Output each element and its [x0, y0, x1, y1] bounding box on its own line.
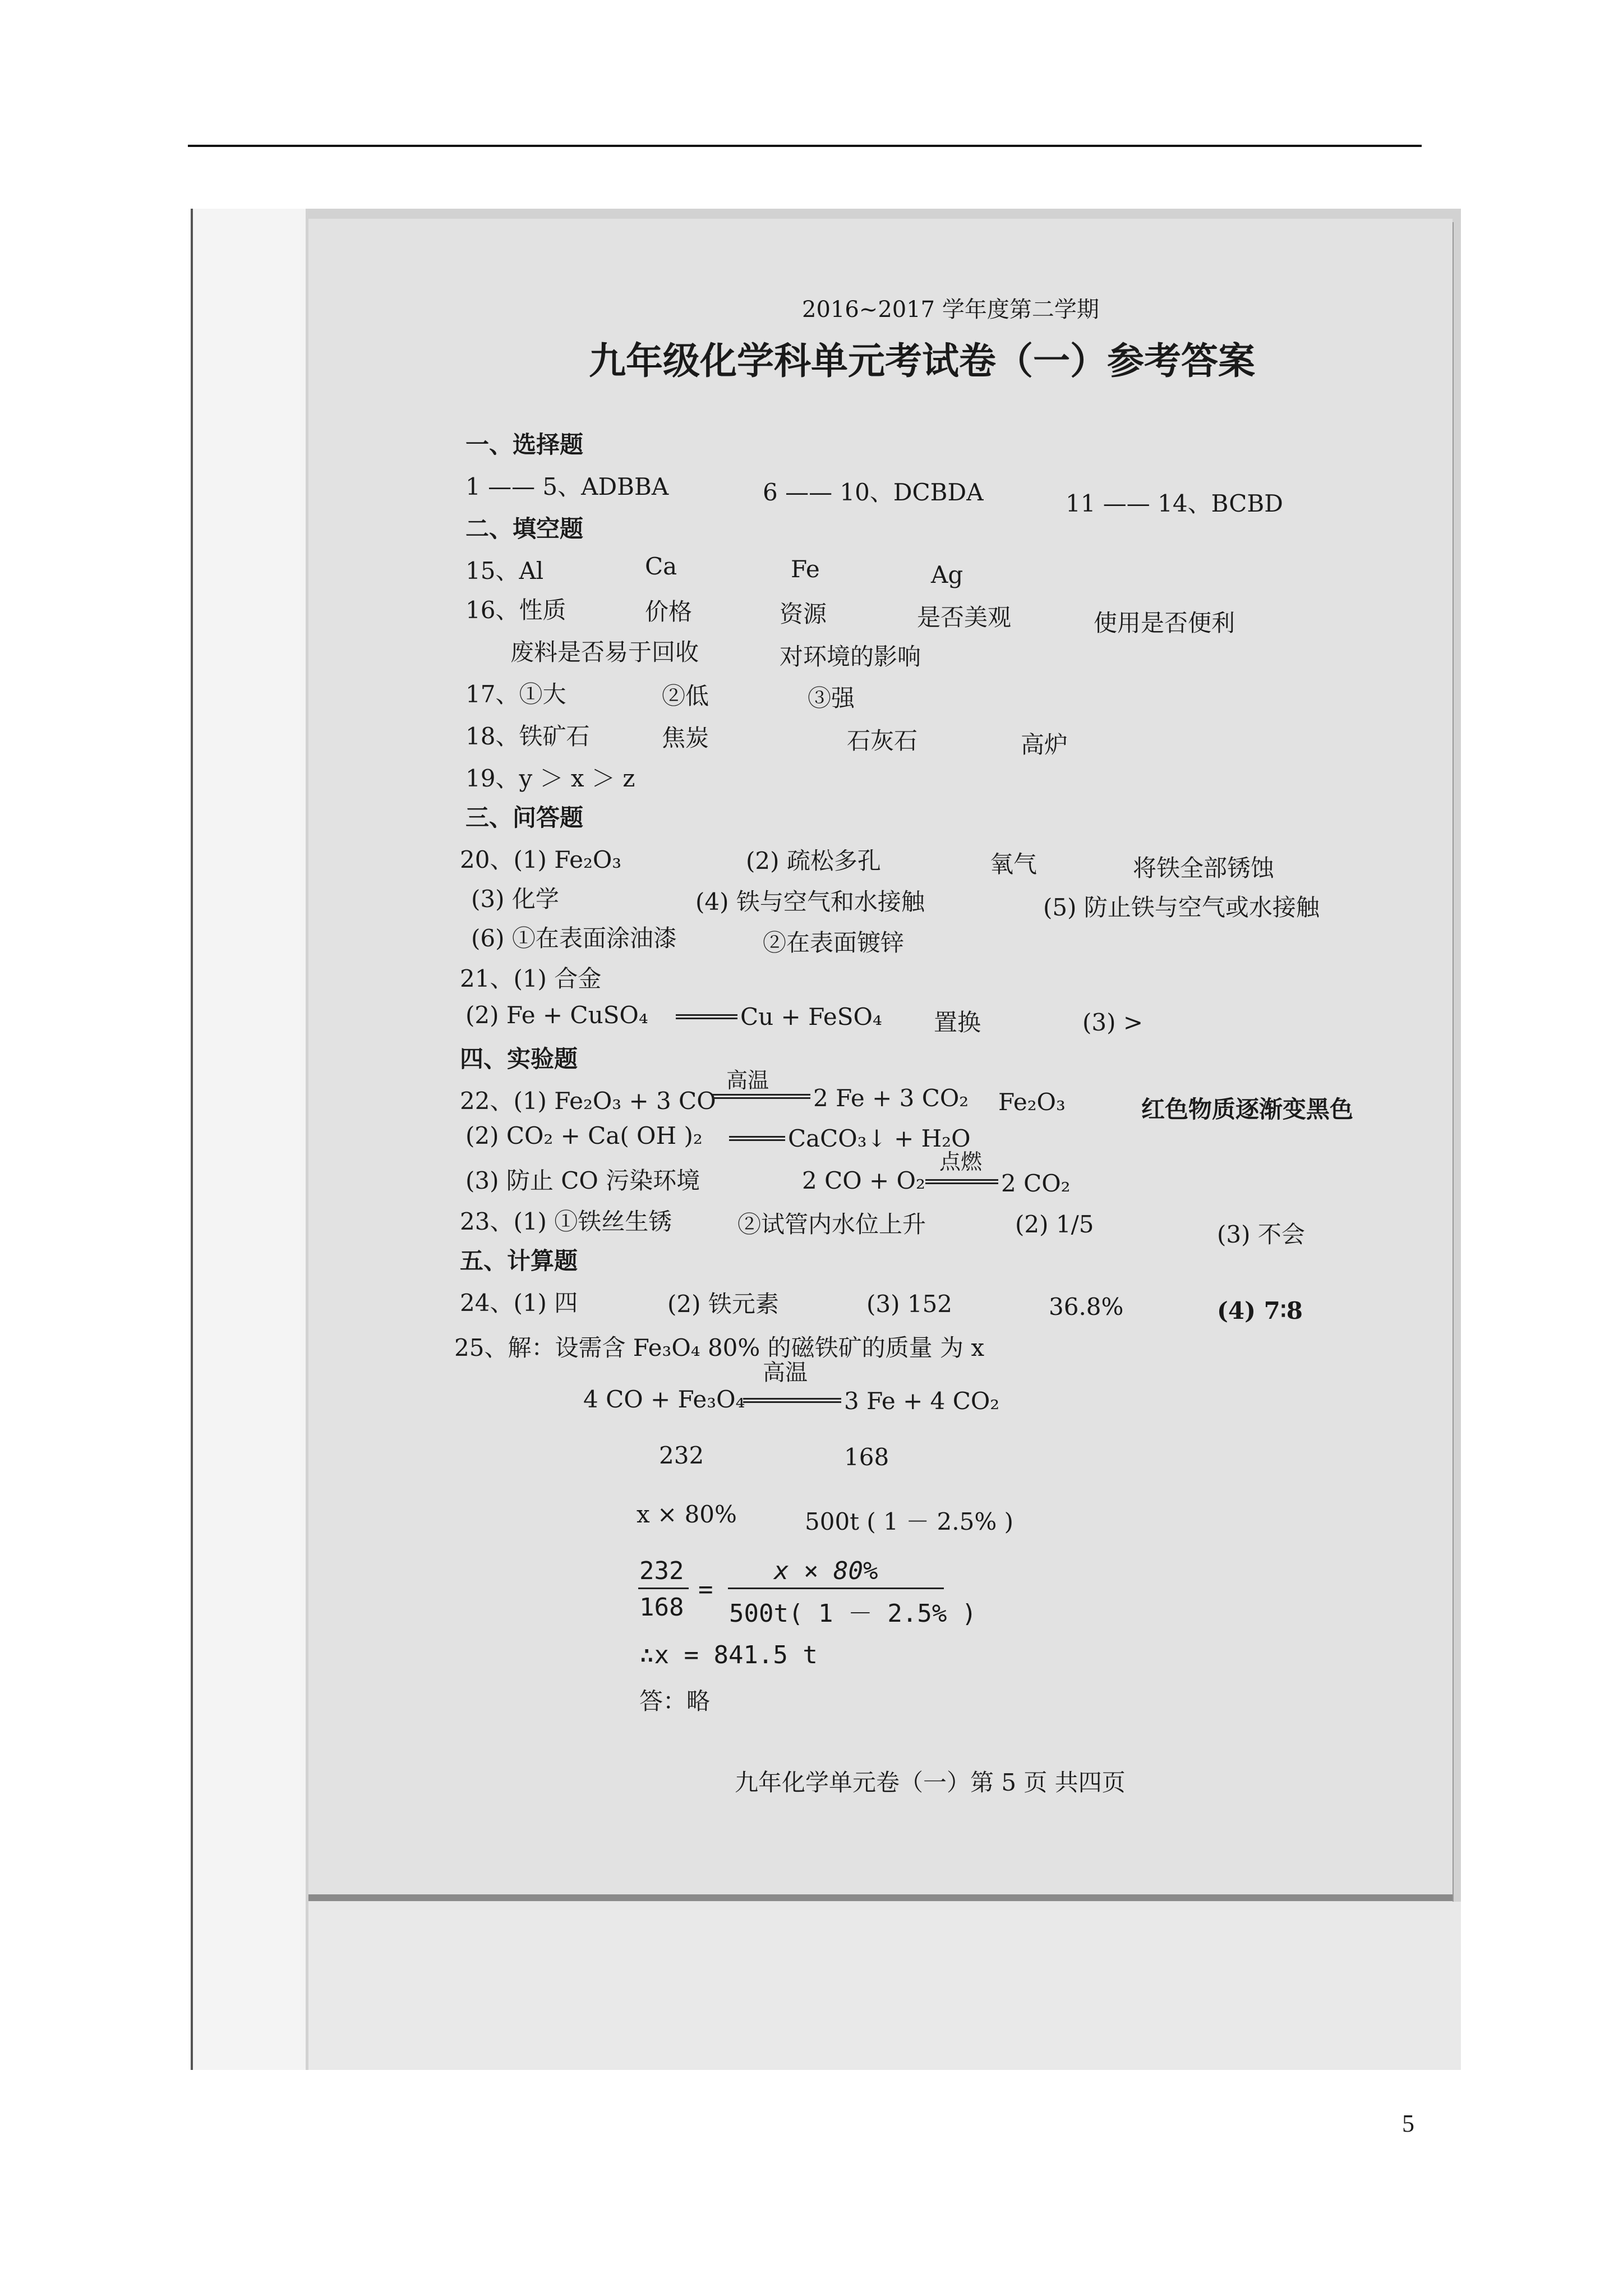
equation-text: 4 CO + Fe₃O₄	[583, 1386, 745, 1413]
ratio-numerator: x × 80%	[774, 1557, 878, 1585]
equals-sign: =	[698, 1575, 713, 1604]
molar-mass: 232	[659, 1442, 704, 1469]
answer-text: Ag	[931, 561, 963, 588]
answer-text: ③强	[808, 684, 855, 712]
scanned-photo	[191, 209, 1461, 2070]
answer-text: 红色物质逐渐变黑色	[1141, 1096, 1354, 1123]
ratio-denominator: 500t( 1 － 2.5% )	[729, 1599, 977, 1628]
answer-text: 石灰石	[847, 727, 918, 754]
answer-text: 对环境的影响	[780, 643, 921, 670]
answer-text: (2) Fe + CuSO₄	[465, 1001, 648, 1029]
answer-text: 置换	[934, 1009, 981, 1036]
answer-text: 价格	[645, 598, 693, 625]
reaction-condition: 高温	[763, 1360, 808, 1386]
answer-text: 焦炭	[662, 724, 709, 752]
answer-text: (3) 防止 CO 污染环境	[465, 1167, 700, 1194]
answer-text: 资源	[780, 600, 827, 628]
answer-text: 18、铁矿石	[465, 723, 590, 750]
answer-text: Cu + FeSO₄	[740, 1003, 882, 1030]
answer-text: 21、(1) 合金	[460, 965, 602, 992]
ratio-numerator: 232	[639, 1557, 684, 1585]
answer-text: ②低	[662, 682, 709, 710]
section-heading: 二、填空题	[465, 515, 584, 542]
answer-text: 11 —— 14、BCBD	[1066, 490, 1283, 517]
answer-text: Fe	[791, 555, 820, 583]
header-rule	[188, 145, 1422, 147]
section-heading: 一、选择题	[465, 431, 584, 458]
reaction-condition: 高温	[726, 1068, 769, 1093]
photo-edge-line	[191, 209, 193, 2070]
amount-text: 500t ( 1 － 2.5% )	[805, 1508, 1013, 1535]
page-number: 5	[1402, 2110, 1414, 2137]
answer-text: 废料是否易于回收	[510, 638, 699, 666]
answer-text: 25、解：设需含 Fe₃O₄ 80% 的磁铁矿的质量 为 x	[454, 1334, 985, 1361]
answer-text: (5) 防止铁与空气或水接触	[1043, 894, 1320, 921]
answer-text: 2 Fe + 3 CO₂	[813, 1084, 969, 1112]
term-label: 2016~2017 学年度第二学期	[802, 297, 1099, 323]
answer-text: ②在表面镀锌	[763, 929, 905, 956]
answer-text: (3) 化学	[471, 885, 559, 913]
answer-text: (2) 疏松多孔	[746, 847, 881, 875]
answer-text: 15、Al	[465, 557, 544, 585]
answer-text: (2) 1/5	[1015, 1211, 1094, 1238]
answer-text: 2 CO₂	[1001, 1170, 1071, 1197]
answer-text: 6 —— 10、DCBDA	[763, 478, 984, 506]
section-heading: 五、计算题	[460, 1247, 578, 1274]
equation-sign	[729, 1136, 785, 1141]
equation-sign	[712, 1094, 810, 1099]
paper-fold	[308, 1894, 1453, 1901]
sheet-title: 九年级化学科单元考试卷（一）参考答案	[589, 339, 1255, 383]
answer-text: 17、①大	[465, 680, 566, 708]
ratio-denominator: 168	[639, 1593, 684, 1622]
answer-text: (4) 7∶8	[1217, 1297, 1303, 1324]
answer-text: (6) ①在表面涂油漆	[471, 924, 677, 952]
answer-text: 2 CO + O₂	[802, 1167, 925, 1194]
answer-text: 使用是否便利	[1094, 609, 1235, 637]
answer-text: 16、性质	[465, 596, 566, 624]
molar-mass: 168	[844, 1443, 889, 1471]
answer-text: 19、y ＞ x ＞ z	[465, 765, 635, 792]
answer-text: 答：略	[639, 1687, 711, 1715]
reaction-condition: 点燃	[939, 1149, 983, 1174]
answer-text: 高炉	[1021, 731, 1068, 758]
answer-text: 36.8%	[1049, 1293, 1124, 1320]
equation-text: 3 Fe + 4 CO₂	[844, 1387, 1000, 1415]
amount-text: x × 80%	[637, 1501, 737, 1528]
answer-text: (2) 铁元素	[667, 1290, 779, 1318]
answer-text: 20、(1) Fe₂O₃	[460, 846, 622, 873]
result-text: ∴x = 841.5 t	[639, 1641, 818, 1669]
answer-text: 22、(1) Fe₂O₃ + 3 CO	[460, 1087, 716, 1115]
answer-text: 1 —— 5、ADBBA	[465, 473, 669, 500]
scan-background	[308, 1902, 1461, 2070]
fraction-bar	[638, 1588, 689, 1589]
answer-text: 将铁全部锈蚀	[1133, 854, 1275, 882]
answer-sheet	[308, 219, 1453, 1902]
section-heading: 四、实验题	[460, 1045, 578, 1073]
answer-text: (4) 铁与空气和水接触	[695, 888, 925, 915]
photo-background	[191, 209, 306, 2070]
answer-text: Ca	[645, 553, 677, 580]
answer-text: (3) 不会	[1217, 1221, 1305, 1248]
answer-text: 是否美观	[917, 604, 1012, 631]
equation-sign	[676, 1014, 737, 1019]
answer-text: CaCO₃↓ + H₂O	[788, 1125, 971, 1152]
equation-sign	[743, 1398, 841, 1403]
fraction-bar	[728, 1588, 944, 1589]
answer-text: ②试管内水位上升	[737, 1211, 926, 1238]
section-heading: 三、问答题	[465, 804, 584, 831]
answer-text: 23、(1) ①铁丝生锈	[460, 1208, 672, 1235]
answer-text: (3) 152	[866, 1290, 953, 1318]
answer-text: Fe₂O₃	[998, 1088, 1066, 1116]
answer-text: 24、(1) 四	[460, 1289, 578, 1317]
answer-text: (3) >	[1082, 1009, 1144, 1036]
equation-sign	[925, 1179, 998, 1184]
answer-text: 氧气	[990, 850, 1038, 878]
answer-text: (2) CO₂ + Ca( OH )₂	[465, 1122, 703, 1149]
sheet-footer: 九年化学单元卷（一）第 5 页 共四页	[735, 1769, 1126, 1796]
